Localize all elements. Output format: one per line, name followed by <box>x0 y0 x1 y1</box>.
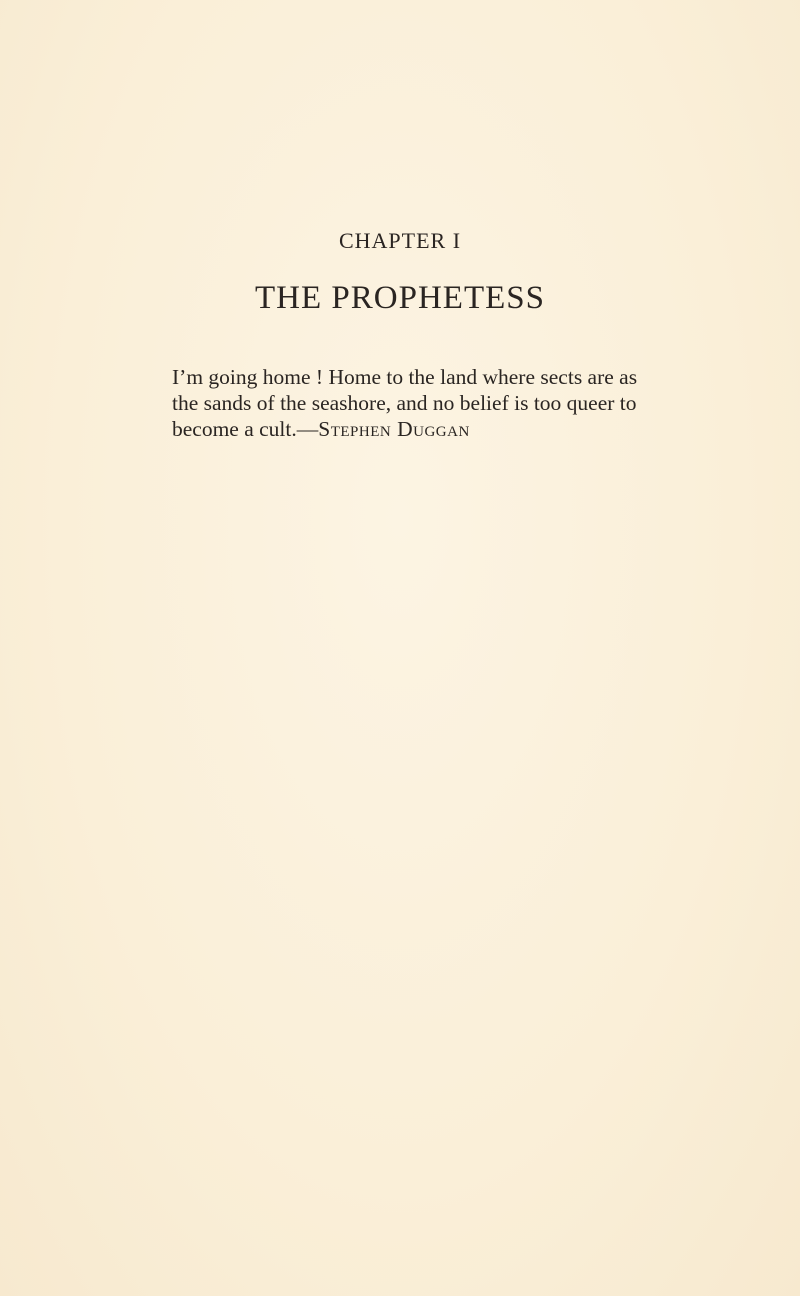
epigraph-line-final <box>172 416 628 442</box>
epigraph <box>172 364 638 442</box>
epigraph-line-text: become a cult.— <box>172 417 319 441</box>
epigraph-line: I’m going home ! Home to the land where sects are as <box>172 365 638 389</box>
epigraph-line: the sands of the seashore, and no belief is too queer to <box>172 391 637 415</box>
epigraph-author: Stephen Duggan <box>318 417 470 441</box>
chapter-title: THE PROPHETESS <box>255 280 545 316</box>
chapter-label: CHAPTER I <box>338 228 462 253</box>
